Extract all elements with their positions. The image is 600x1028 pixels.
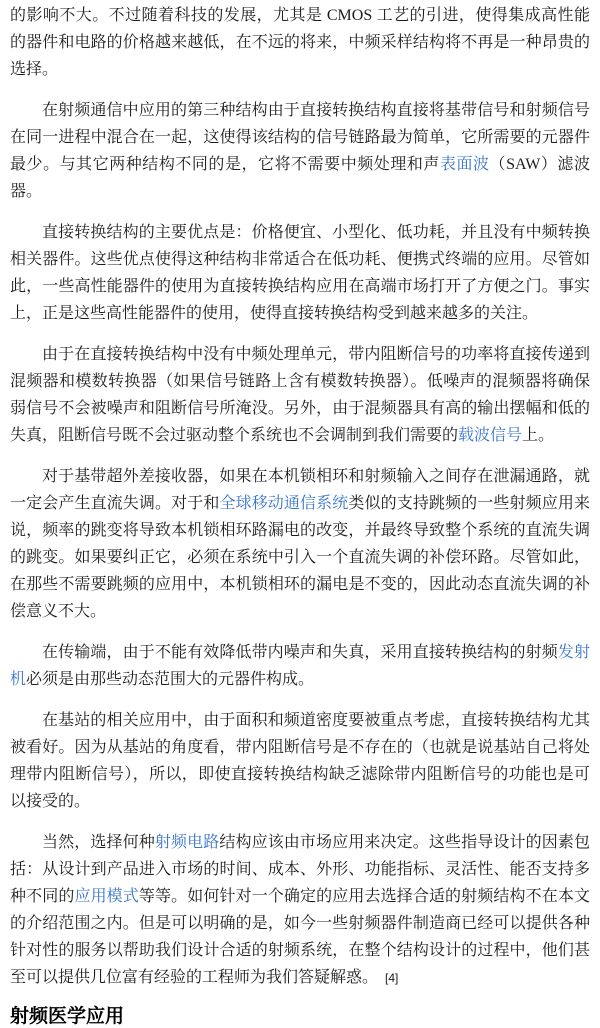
text-run: 在基站的相关应用中，由于面积和频道密度要被重点考虑，直接转换结构尤其被看好。因为从基站的角度看，带内阻断信号是不存在的（也就是说基站自己将处理带内阻断信号），所以，即使直接转换结构缺乏滤除带内阻断信号的功能也是可以接受的。 — [10, 712, 590, 810]
paragraph — [10, 97, 590, 205]
paragraph — [10, 707, 590, 815]
text-run: 在射频通信中应用的第三种结构由于直接转换结构直接将基带信号和射频信号在同一进程中混合在一起，这使得该结构的信号链路最为简单，它所需要的元器件最少。与其它两种结构不同的是，它将不需要中频处理和声 — [10, 102, 590, 173]
text-run: 当然，选择何种 — [42, 834, 155, 851]
text-run: 的影响不大。不过随着科技的发展，尤其是 CMOS 工艺的引进，使得集成高性能的器件和电路的价格越来越低，在不远的将来，中频采样结构将不再是一种昂贵的选择。 — [10, 7, 590, 78]
paragraph — [10, 219, 590, 327]
text-run: 对于基带超外差接收器，如果在本机锁相环和射频输入之间存在泄漏通路，就一定会产生直流失调。对于和 — [10, 468, 590, 512]
wiki-link[interactable]: 载波信号 — [458, 427, 523, 444]
text-run: 结构应该由市场应用来决定。这些指导设计的因素包括：从设计到产品进入市场的时间、成本、外形、功能指标、灵活性、能否支持多种不同的 — [10, 834, 590, 905]
wiki-link[interactable]: 表面波 — [439, 156, 490, 173]
wiki-link[interactable]: 全球移动通信系统 — [219, 495, 349, 512]
wiki-link[interactable]: 射频电路 — [154, 834, 220, 851]
text-run: 由于在直接转换结构中没有中频处理单元，带内阻断信号的功率将直接传递到混频器和模数转换器（如果信号链路上含有模数转换器）。低噪声的混频器将确保弱信号不会被噪声和阻断信号所淹没。另外，由于混频器具有高的输出摆幅和低的失真，阻断信号既不会过驱动整个系统也不会调制到我们需要的 — [10, 346, 590, 444]
text-run: 必须是由那些动态范围大的元器件构成。 — [26, 671, 315, 688]
paragraph — [10, 639, 590, 693]
paragraph — [10, 2, 590, 83]
text-run: 在传输端，由于不能有效降低带内噪声和失真，采用直接转换结构的射频 — [42, 644, 558, 661]
article-body — [10, 2, 590, 992]
text-run: 等等。如何针对一个确定的应用去选择合适的射频结构不在本文的介绍范围之内。但是可以明确的是，如今一些射频器件制造商已经可以提供各种针对性的服务以帮助我们设计合适的射频系统，在整个结构设计的过程中，他们甚至可以提供几位富有经验的工程师为我们答疑解惑。 — [10, 888, 590, 986]
text-run: （SAW）滤波器。 — [10, 156, 590, 200]
paragraph — [10, 341, 590, 449]
wiki-link[interactable]: 发射机 — [10, 644, 590, 688]
paragraph — [10, 463, 590, 625]
wiki-link[interactable]: 应用模式 — [74, 888, 139, 905]
text-run: 直接转换结构的主要优点是：价格便宜、小型化、低功耗，并且没有中频转换相关器件。这些优点使得这种结构非常适合在低功耗、便携式终端的应用。尽管如此，一些高性能器件的使用为直接转换结构应用在高端市场打开了方便之门。事实上，正是这些高性能器件的使用，使得直接转换结构受到越来越多的关注。 — [10, 224, 590, 322]
reference-marker[interactable]: [4] — [385, 971, 399, 985]
section-heading: 射频医学应用 — [10, 1006, 125, 1027]
paragraph — [10, 829, 590, 992]
text-run: 上。 — [522, 427, 555, 444]
text-run: 类似的支持跳频的一些射频应用来说，频率的跳变将导致本机锁相环路漏电的改变，并最终导致整个系统的直流失调的跳变。如果要纠正它，必须在系统中引入一个直流失调的补偿环路。尽管如此，在那些不需要跳频的应用中，本机锁相环的漏电是不变的，因此动态直流失调的补偿意义不大。 — [10, 495, 590, 620]
